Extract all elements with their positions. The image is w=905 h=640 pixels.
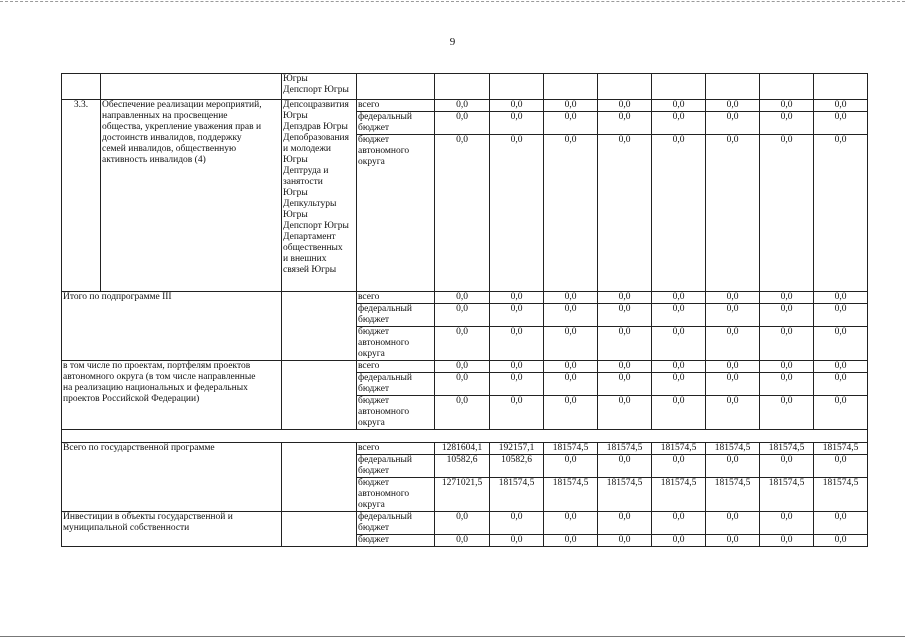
subtotal-value-6: 0,0	[706, 327, 760, 361]
investments-value-5: 0,0	[652, 512, 706, 535]
empty-value-cell	[598, 74, 652, 100]
projects-value-2: 0,0	[490, 373, 544, 396]
subtotal-value-7: 0,0	[760, 292, 814, 304]
source-label: всего	[357, 292, 435, 304]
table-row	[62, 443, 868, 455]
program-total-value-3: 181574,5	[544, 478, 598, 512]
row-33-value-5: 0,0	[652, 100, 706, 112]
projects-value-3: 0,0	[544, 396, 598, 430]
investments-value-5: 0,0	[652, 535, 706, 547]
empty-value-cell	[706, 74, 760, 100]
row-33-value-8: 0,0	[814, 112, 868, 135]
source-label: федеральный бюджет	[357, 304, 435, 327]
row-33-value-4: 0,0	[598, 135, 652, 292]
program-total-value-6: 181574,5	[706, 478, 760, 512]
row-33-value-7: 0,0	[760, 112, 814, 135]
subtotal-value-4: 0,0	[598, 292, 652, 304]
program-total-value-4: 0,0	[598, 455, 652, 478]
row-33-value-3: 0,0	[544, 100, 598, 112]
program-total-value-1: 10582,6	[435, 455, 490, 478]
investments-value-7: 0,0	[760, 535, 814, 547]
projects-value-6: 0,0	[706, 361, 760, 373]
projects-value-3: 0,0	[544, 361, 598, 373]
projects-value-2: 0,0	[490, 396, 544, 430]
projects-value-1: 0,0	[435, 373, 490, 396]
table-row	[62, 292, 868, 304]
investments-value-6: 0,0	[706, 512, 760, 535]
projects-value-6: 0,0	[706, 373, 760, 396]
row-33-value-8: 0,0	[814, 135, 868, 292]
row-33-value-1: 0,0	[435, 100, 490, 112]
investments-value-2: 0,0	[490, 535, 544, 547]
projects-value-1: 0,0	[435, 361, 490, 373]
subtotal-value-2: 0,0	[490, 327, 544, 361]
executor-cell	[282, 361, 357, 430]
projects-value-5: 0,0	[652, 361, 706, 373]
row-number-cell: 3.3.	[62, 100, 101, 292]
empty-value-cell	[760, 74, 814, 100]
investments-value-4: 0,0	[598, 512, 652, 535]
empty-value-cell	[435, 74, 490, 100]
subtotal-value-4: 0,0	[598, 327, 652, 361]
program-total-value-6: 0,0	[706, 455, 760, 478]
subtotal-value-7: 0,0	[760, 304, 814, 327]
program-total-value-4: 181574,5	[598, 478, 652, 512]
projects-title: в том числе по проектам, портфелям проектов автономного округа (в том числе направленные на реализацию национальных и федеральных проектов Российской Федерации)	[62, 361, 282, 430]
source-label: бюджет автономного округа	[357, 478, 435, 512]
empty-value-cell	[544, 74, 598, 100]
source-label: бюджет автономного округа	[357, 327, 435, 361]
program-total-value-2: 181574,5	[490, 478, 544, 512]
subtotal-value-3: 0,0	[544, 292, 598, 304]
subtotal-value-2: 0,0	[490, 304, 544, 327]
empty-value-cell	[814, 74, 868, 100]
projects-value-6: 0,0	[706, 396, 760, 430]
source-label: федеральный бюджет	[357, 112, 435, 135]
row-33-value-5: 0,0	[652, 135, 706, 292]
investments-value-1: 0,0	[435, 512, 490, 535]
projects-value-5: 0,0	[652, 396, 706, 430]
source-label: бюджет автономного округа	[357, 135, 435, 292]
program-total-value-7: 181574,5	[760, 443, 814, 455]
row-33-value-2: 0,0	[490, 112, 544, 135]
subtotal-value-4: 0,0	[598, 304, 652, 327]
source-label: бюджет автономного округа	[357, 396, 435, 430]
investments-value-6: 0,0	[706, 535, 760, 547]
projects-value-7: 0,0	[760, 361, 814, 373]
row-33-value-8: 0,0	[814, 100, 868, 112]
program-total-title: Всего по государственной программе	[62, 443, 282, 512]
investments-value-2: 0,0	[490, 512, 544, 535]
projects-value-3: 0,0	[544, 373, 598, 396]
executor-cell	[282, 292, 357, 361]
program-total-value-3: 0,0	[544, 455, 598, 478]
row-33-value-3: 0,0	[544, 135, 598, 292]
executor-cell	[282, 512, 357, 547]
row-33-value-7: 0,0	[760, 135, 814, 292]
program-total-value-5: 0,0	[652, 455, 706, 478]
program-total-value-7: 0,0	[760, 455, 814, 478]
subtotal-value-3: 0,0	[544, 327, 598, 361]
investments-value-8: 0,0	[814, 535, 868, 547]
source-label: всего	[357, 361, 435, 373]
projects-value-8: 0,0	[814, 396, 868, 430]
program-total-value-4: 181574,5	[598, 443, 652, 455]
source-label: всего	[357, 100, 435, 112]
projects-value-1: 0,0	[435, 396, 490, 430]
program-total-value-1: 1281604,1	[435, 443, 490, 455]
subtotal-value-6: 0,0	[706, 304, 760, 327]
row-33-value-4: 0,0	[598, 112, 652, 135]
program-total-value-7: 181574,5	[760, 478, 814, 512]
investments-value-7: 0,0	[760, 512, 814, 535]
subtotal-value-7: 0,0	[760, 327, 814, 361]
subtotal-value-5: 0,0	[652, 327, 706, 361]
page-number: 9	[449, 36, 456, 48]
subtotal-value-8: 0,0	[814, 292, 868, 304]
scan-top-edge	[0, 1, 905, 2]
table-row	[62, 430, 868, 443]
projects-value-2: 0,0	[490, 361, 544, 373]
table-row	[62, 512, 868, 535]
row-33-value-6: 0,0	[706, 112, 760, 135]
empty-value-cell	[490, 74, 544, 100]
program-total-value-5: 181574,5	[652, 443, 706, 455]
investments-value-3: 0,0	[544, 535, 598, 547]
row-33-value-3: 0,0	[544, 112, 598, 135]
row-33-value-4: 0,0	[598, 100, 652, 112]
program-total-value-5: 181574,5	[652, 478, 706, 512]
subtotal-value-8: 0,0	[814, 304, 868, 327]
program-total-value-8: 181574,5	[814, 478, 868, 512]
empty-value-cell	[652, 74, 706, 100]
row-33-value-1: 0,0	[435, 112, 490, 135]
row-33-value-6: 0,0	[706, 135, 760, 292]
subtotal-value-3: 0,0	[544, 304, 598, 327]
program-total-value-2: 192157,1	[490, 443, 544, 455]
executor-cell	[282, 443, 357, 512]
subtotal-value-6: 0,0	[706, 292, 760, 304]
scan-bottom-edge	[0, 636, 905, 637]
row-number-cell	[62, 74, 101, 100]
investments-value-4: 0,0	[598, 535, 652, 547]
investments-value-3: 0,0	[544, 512, 598, 535]
program-total-value-1: 1271021,5	[435, 478, 490, 512]
source-label: федеральный бюджет	[357, 373, 435, 396]
projects-value-7: 0,0	[760, 396, 814, 430]
subtotal-value-8: 0,0	[814, 327, 868, 361]
table-row	[62, 100, 868, 112]
program-total-value-8: 181574,5	[814, 443, 868, 455]
projects-value-4: 0,0	[598, 373, 652, 396]
investments-value-1: 0,0	[435, 535, 490, 547]
source-label: бюджет	[357, 535, 435, 547]
table-row	[62, 361, 868, 373]
subtotal-title: Итого по подпрограмме III	[62, 292, 282, 361]
program-total-value-2: 10582,6	[490, 455, 544, 478]
row-33-value-1: 0,0	[435, 135, 490, 292]
subtotal-value-1: 0,0	[435, 304, 490, 327]
row-33-value-2: 0,0	[490, 135, 544, 292]
budget-table	[61, 73, 868, 547]
projects-value-7: 0,0	[760, 373, 814, 396]
subtotal-value-5: 0,0	[652, 304, 706, 327]
program-total-value-6: 181574,5	[706, 443, 760, 455]
projects-value-4: 0,0	[598, 396, 652, 430]
spacer-row	[62, 430, 868, 443]
investments-title: Инвестиции в объекты государственной и муниципальной собственности	[62, 512, 282, 547]
projects-value-8: 0,0	[814, 373, 868, 396]
source-label: всего	[357, 443, 435, 455]
source-label: федеральный бюджет	[357, 512, 435, 535]
row-33-value-7: 0,0	[760, 100, 814, 112]
projects-value-4: 0,0	[598, 361, 652, 373]
program-total-value-8: 0,0	[814, 455, 868, 478]
subtotal-value-5: 0,0	[652, 292, 706, 304]
activity-title-cell	[101, 74, 282, 100]
row-33-value-6: 0,0	[706, 100, 760, 112]
executor-cell: Депсоцразвития Югры Депздрав Югры Депобразования и молодежи Югры Дептруда и занятости Югры Депкультуры Югры Депспорт Югры Департамент общественных и внешних связей Югры	[282, 100, 357, 292]
program-total-value-3: 181574,5	[544, 443, 598, 455]
row-33-value-2: 0,0	[490, 100, 544, 112]
source-label: федеральный бюджет	[357, 455, 435, 478]
investments-value-8: 0,0	[814, 512, 868, 535]
executor-cell: Югры Депспорт Югры	[282, 74, 357, 100]
activity-title-cell: Обеспечение реализации мероприятий, направленных на просвещение общества, укрепление уважения прав и достоинств инвалидов, поддержку семей инвалидов, общественную активность инвалидов (4)	[101, 100, 282, 292]
subtotal-value-1: 0,0	[435, 292, 490, 304]
row-33-value-5: 0,0	[652, 112, 706, 135]
table-row	[62, 74, 868, 100]
subtotal-value-2: 0,0	[490, 292, 544, 304]
source-label	[357, 74, 435, 100]
projects-value-5: 0,0	[652, 373, 706, 396]
subtotal-value-1: 0,0	[435, 327, 490, 361]
projects-value-8: 0,0	[814, 361, 868, 373]
